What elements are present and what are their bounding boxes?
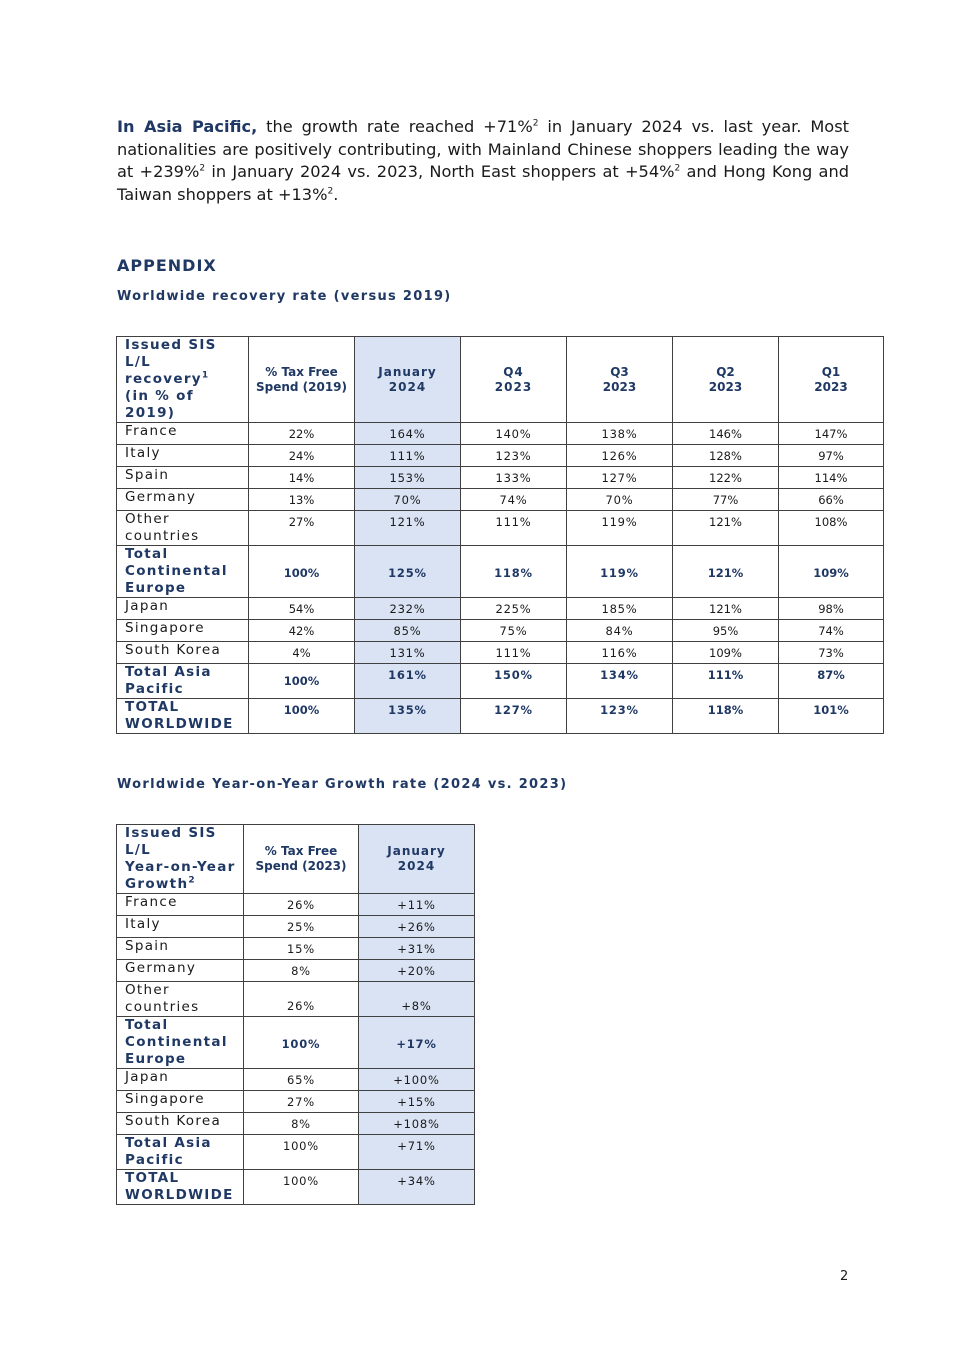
row-label: Italy [117,445,249,467]
intro-lead: In Asia Pacific, [117,117,258,136]
value-cell: 111% [461,642,567,664]
value-cell: 109% [779,546,884,598]
row-label: Italy [117,916,244,938]
spend-cell: 100% [244,1135,359,1170]
value-cell: 150% [461,664,567,699]
period-header [567,337,673,423]
spend-cell: 8% [244,960,359,982]
table-row [117,982,475,1017]
value-cell: 87% [779,664,884,699]
value-cell: 138% [567,423,673,445]
value-cell: 135% [355,699,461,734]
footnote-ref: 2 [532,118,539,129]
recovery-rate-table [116,336,884,734]
table-row [117,1170,475,1205]
value-cell: 95% [673,620,779,642]
table-row [117,467,884,489]
table-row [117,423,884,445]
value-cell: 75% [461,620,567,642]
footnote-ref: 2 [199,163,206,174]
value-cell: 98% [779,598,884,620]
header-line: (in % of 2019) [125,388,194,421]
value-cell: 147% [779,423,884,445]
value-cell: 185% [567,598,673,620]
value-cell: 161% [355,664,461,699]
value-cell: 121% [673,546,779,598]
row-label: Spain [117,467,249,489]
value-cell: +34% [359,1170,475,1205]
yoy-growth-table [116,824,475,1205]
header-line: Q2 [716,364,735,379]
spend-cell: 27% [249,511,355,546]
table-row [117,620,884,642]
header-line: Issued SIS L/L [125,825,217,858]
table-row [117,894,475,916]
row-label: Spain [117,938,244,960]
value-cell: 127% [461,699,567,734]
spend-cell: 14% [249,467,355,489]
value-cell: 111% [673,664,779,699]
value-cell: 164% [355,423,461,445]
value-cell: +26% [359,916,475,938]
row-label: South Korea [117,642,249,664]
value-cell: 123% [567,699,673,734]
value-cell: +17% [359,1017,475,1069]
value-cell: 74% [461,489,567,511]
spend-header [244,825,359,894]
value-cell: 73% [779,642,884,664]
value-cell: 118% [461,546,567,598]
value-cell: 232% [355,598,461,620]
value-cell: 125% [355,546,461,598]
row-label: Germany [117,489,249,511]
value-cell: 123% [461,445,567,467]
row-label: South Korea [117,1113,244,1135]
header-line: January [378,364,437,379]
table1-corner-header [117,337,249,423]
value-cell: 97% [779,445,884,467]
value-cell: 133% [461,467,567,489]
value-cell: 119% [567,511,673,546]
spend-cell: 54% [249,598,355,620]
spend-header [249,337,355,423]
spend-cell: 100% [249,546,355,598]
appendix-heading: APPENDIX [117,256,217,275]
value-cell: 84% [567,620,673,642]
header-line: 2023 [814,379,848,394]
header-line: Growth [125,876,189,892]
intro-text: the growth rate reached +71% [257,117,533,136]
value-cell: 111% [461,511,567,546]
table2-corner-header [117,825,244,894]
header-line: 2024 [397,859,436,873]
period-header [355,337,461,423]
table-row [117,960,475,982]
header-line: % Tax Free [265,364,338,379]
row-label: Other countries [117,511,249,546]
value-cell: 70% [355,489,461,511]
value-cell: 131% [355,642,461,664]
header-line: % Tax Free [264,844,338,858]
header-line: Q3 [610,364,629,379]
header-line: Q1 [821,364,841,379]
table-row [117,489,884,511]
spend-cell: 100% [249,664,355,699]
value-cell: 146% [673,423,779,445]
row-label: Other countries [117,982,244,1017]
value-cell: 225% [461,598,567,620]
value-cell: 101% [779,699,884,734]
table-row [117,511,884,546]
table-row [117,642,884,664]
value-cell: 109% [673,642,779,664]
value-cell: 77% [673,489,779,511]
row-label: Total Continental Europe [117,546,249,598]
header-line: Spend (2019) [255,379,348,394]
table-row [117,598,884,620]
value-cell: 122% [673,467,779,489]
value-cell: 70% [567,489,673,511]
value-cell: 140% [461,423,567,445]
row-label: Total Asia Pacific [117,664,249,699]
value-cell: +20% [359,960,475,982]
value-cell: +31% [359,938,475,960]
spend-cell: 27% [244,1091,359,1113]
header-line: Spend (2023) [255,859,347,873]
value-cell: +100% [359,1069,475,1091]
value-cell: +8% [359,982,475,1017]
spend-cell: 42% [249,620,355,642]
table-row [117,1017,475,1069]
value-cell: 121% [355,511,461,546]
footnote-ref: 2 [674,163,681,174]
footnote-ref: 1 [201,370,210,381]
value-cell: 134% [567,664,673,699]
value-cell: 85% [355,620,461,642]
value-cell: +15% [359,1091,475,1113]
table-row [117,546,884,598]
row-label: Japan [117,1069,244,1091]
value-cell: +11% [359,894,475,916]
header-line: 2023 [494,379,533,394]
intro-text: and Hong Kong and Taiwan shoppers at +13% [117,162,849,204]
intro-text: in January 2024 vs. 2023, North East shoppers at +54% [205,162,675,181]
row-label: TOTAL WORLDWIDE [117,699,249,734]
table-header-row [117,825,475,894]
header-line: 2023 [708,379,743,394]
table-header-row [117,337,884,423]
spend-cell: 4% [249,642,355,664]
row-label: Total Continental Europe [117,1017,244,1069]
value-cell: 74% [779,620,884,642]
value-cell: 121% [673,598,779,620]
intro-text: . [333,184,339,204]
table-row [117,445,884,467]
header-line: 2024 [388,379,427,394]
row-label: Singapore [117,1091,244,1113]
value-cell: 126% [567,445,673,467]
value-cell: 111% [355,445,461,467]
spend-cell: 26% [244,894,359,916]
spend-cell: 100% [244,1170,359,1205]
period-header [779,337,884,423]
value-cell: 118% [673,699,779,734]
intro-text: in January 2024 vs. last year. Most nationalities are positively contributing, with Mainland Chinese shoppers leading the way at +239% [117,117,849,181]
value-cell: 153% [355,467,461,489]
footnote-ref: 2 [327,186,334,197]
header-line: January [387,844,446,858]
table2-title: Worldwide Year-on-Year Growth rate (2024 vs. 2023) [117,777,568,792]
value-cell: 127% [567,467,673,489]
spend-cell: 22% [249,423,355,445]
table-row [117,664,884,699]
value-cell: +108% [359,1113,475,1135]
table-row [117,1069,475,1091]
spend-cell: 25% [244,916,359,938]
row-label: TOTAL WORLDWIDE [117,1170,244,1205]
row-label: Germany [117,960,244,982]
row-label: Total Asia Pacific [117,1135,244,1170]
spend-cell: 13% [249,489,355,511]
header-line: Q4 [503,364,524,379]
table-row [117,1113,475,1135]
table-row [117,916,475,938]
row-label: Singapore [117,620,249,642]
spend-cell: 15% [244,938,359,960]
header-line: 2023 [602,379,637,394]
row-label: Japan [117,598,249,620]
header-line: recovery [125,371,202,387]
period-header [359,825,475,894]
table-row [117,1091,475,1113]
value-cell: +71% [359,1135,475,1170]
intro-paragraph [117,116,849,206]
period-header [461,337,567,423]
header-line: Year-on-Year [125,859,236,875]
spend-cell: 100% [249,699,355,734]
spend-cell: 100% [244,1017,359,1069]
table-row [117,699,884,734]
spend-cell: 65% [244,1069,359,1091]
spend-cell: 26% [244,982,359,1017]
footnote-ref: 2 [188,875,196,886]
page-number: 2 [840,1269,849,1284]
spend-cell: 24% [249,445,355,467]
value-cell: 119% [567,546,673,598]
period-header [673,337,779,423]
row-label: France [117,894,244,916]
value-cell: 108% [779,511,884,546]
value-cell: 128% [673,445,779,467]
value-cell: 116% [567,642,673,664]
value-cell: 114% [779,467,884,489]
table1-title: Worldwide recovery rate (versus 2019) [117,289,452,304]
table-row [117,938,475,960]
row-label: France [117,423,249,445]
header-line: Issued SIS L/L [125,337,217,370]
value-cell: 66% [779,489,884,511]
table-row [117,1135,475,1170]
value-cell: 121% [673,511,779,546]
spend-cell: 8% [244,1113,359,1135]
